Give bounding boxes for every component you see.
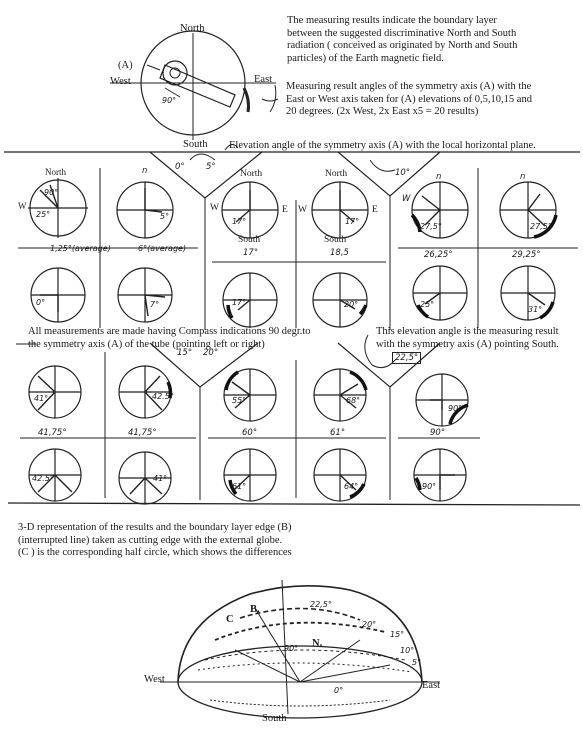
elevation-20: 20°: [203, 348, 219, 358]
intro-line: The measuring results indicate the boundary layer: [287, 15, 497, 26]
p5-v3: 61°: [232, 482, 247, 491]
elevation-5: 5°: [206, 162, 216, 172]
p2-west-1: W: [210, 203, 219, 213]
p1-v3: 0°: [36, 298, 46, 307]
elevation-result-line: with the symmetry axis (A) pointing South.: [376, 338, 559, 350]
globe-east-label: East: [422, 680, 441, 691]
p6-v2: 90°: [422, 482, 437, 491]
p3-w: W: [402, 194, 411, 204]
globe-n-label: N.: [312, 638, 323, 649]
p4-v4: 41°: [153, 474, 168, 483]
p3-n-2: n: [520, 172, 526, 182]
globe-20-label: 20°: [362, 620, 377, 629]
globe-22-label: 22,5°: [310, 600, 332, 609]
globe-b-label: B.: [250, 604, 260, 615]
p1-v90: 90°: [44, 188, 59, 197]
globe-caption-line: (C ) is the corresponding half circle, which shows the differences: [18, 547, 292, 558]
thick-arcs: [168, 215, 556, 497]
globe-illustration: [160, 580, 440, 718]
elevation-0: 0°: [175, 162, 185, 172]
p2-north-1: North: [240, 169, 263, 179]
p2-v1: 17°: [232, 217, 247, 226]
p5-v2: 68°: [346, 396, 361, 405]
compass-north-label: North: [180, 23, 205, 34]
measurement-note-line: All measurements are made having Compass indications 90 degr.to: [28, 326, 311, 337]
p4-r2: 41,75°: [128, 428, 157, 438]
elevation-10: 10°: [395, 168, 411, 178]
elevation-15: 15°: [177, 348, 193, 358]
p2-south-1: South: [238, 235, 261, 245]
compass-angle-label: 90°: [162, 96, 177, 105]
p1-west: W: [18, 201, 27, 211]
p1-v1: 25°: [36, 210, 51, 219]
p3-v3: 25°: [420, 300, 435, 309]
p2-east-1: E: [282, 205, 288, 215]
measurement-note: [28, 326, 358, 351]
p2-v3: 17°: [232, 298, 247, 307]
p1-v2: 5°: [160, 212, 170, 221]
top-compass-illustration: [110, 31, 278, 140]
p3-r1: 26,25°: [424, 250, 453, 260]
p1-avg2: 6°(average): [138, 244, 187, 253]
globe-90-label: 90°: [284, 644, 299, 653]
globe-c-label: C: [226, 614, 234, 625]
globe-caption-line: 3-D representation of the results and the boundary layer edge (B): [18, 522, 292, 533]
p3-r2: 29,25°: [512, 250, 541, 260]
compass-south-label: South: [183, 139, 208, 150]
p1-n: n: [142, 166, 148, 176]
p2-v2: 17°: [345, 217, 360, 226]
globe-10-label: 10°: [400, 646, 415, 655]
compass-circles-row-2: [31, 266, 555, 327]
p5-v4: 64°: [344, 482, 359, 491]
bottom-divider: [8, 503, 580, 505]
p3-v1: 27,5°: [420, 222, 442, 231]
p2-r2: 18,5: [330, 248, 349, 258]
method-paragraph: [286, 81, 582, 119]
globe-caption-line: (interrupted line) taken as cutting edge with the external globe.: [18, 534, 283, 546]
p3-v4: 31°: [528, 305, 543, 314]
p5-v1: 55°: [232, 396, 247, 405]
elevation-caption: Elevation angle of the symmetry axis (A) with the local horizontal plane.: [229, 140, 536, 151]
p3-v2: 27,5°: [530, 222, 552, 231]
globe-south-label: South: [262, 713, 287, 724]
globe-caption: [18, 522, 418, 560]
p1-v4: 7°: [150, 300, 160, 309]
p4-v3: 42.5°: [32, 474, 54, 483]
p2-v4: 20°: [344, 300, 359, 309]
p2-r1: 17°: [243, 248, 259, 258]
intro-line: particles) of the Earth magnetic field.: [287, 52, 444, 64]
v-separator-upper-right: [338, 152, 440, 196]
p2-east-2: E: [372, 205, 378, 215]
p5-r2: 61°: [330, 428, 346, 438]
compass-east-label: East: [254, 74, 273, 85]
method-line: East or West axis taken for (A) elevations of 0,5,10,15 and: [286, 93, 532, 105]
p4-r1: 41,75°: [38, 428, 67, 438]
p2-south-2: South: [324, 235, 347, 245]
method-line: 20 degrees. (2x West, 2x East x5 = 20 results): [286, 106, 479, 117]
p3-n-1: n: [436, 172, 442, 182]
elevation-22-5: 22,5°: [392, 352, 421, 364]
p6-r1: 90°: [430, 428, 446, 438]
compass-west-label: West: [110, 76, 131, 87]
measurement-note-line: the symmetry axis (A) of the tube (pointing left or right): [28, 338, 265, 350]
intro-paragraph: [287, 15, 579, 65]
p6-v1: 90°: [448, 404, 463, 413]
p1-north: North: [45, 167, 66, 177]
p5-r1: 60°: [242, 428, 258, 438]
compass-circles-row-1: [28, 178, 556, 238]
globe-0-label: 0°: [334, 686, 344, 695]
p4-v1: 41°: [34, 394, 49, 403]
p1-avg1: 1,25°(average): [50, 244, 111, 253]
elevation-result-note: [376, 326, 582, 351]
intro-line: radiation ( conceived as originated by North and South: [287, 40, 518, 51]
method-line: Measuring result angles of the symmetry axis (A) with the: [286, 81, 532, 92]
p2-west-2: W: [298, 205, 307, 215]
compass-axis-label: (A): [118, 60, 133, 71]
globe-15-label: 15°: [390, 630, 405, 639]
p4-v2: 42.5°: [152, 392, 174, 401]
globe-5-label: 5°: [412, 658, 422, 667]
globe-west-label: West: [144, 674, 165, 685]
elevation-result-line: This elevation angle is the measuring result: [376, 326, 559, 337]
intro-line: between the suggested discriminative North and South: [287, 27, 517, 39]
p2-north-2: North: [325, 169, 348, 179]
